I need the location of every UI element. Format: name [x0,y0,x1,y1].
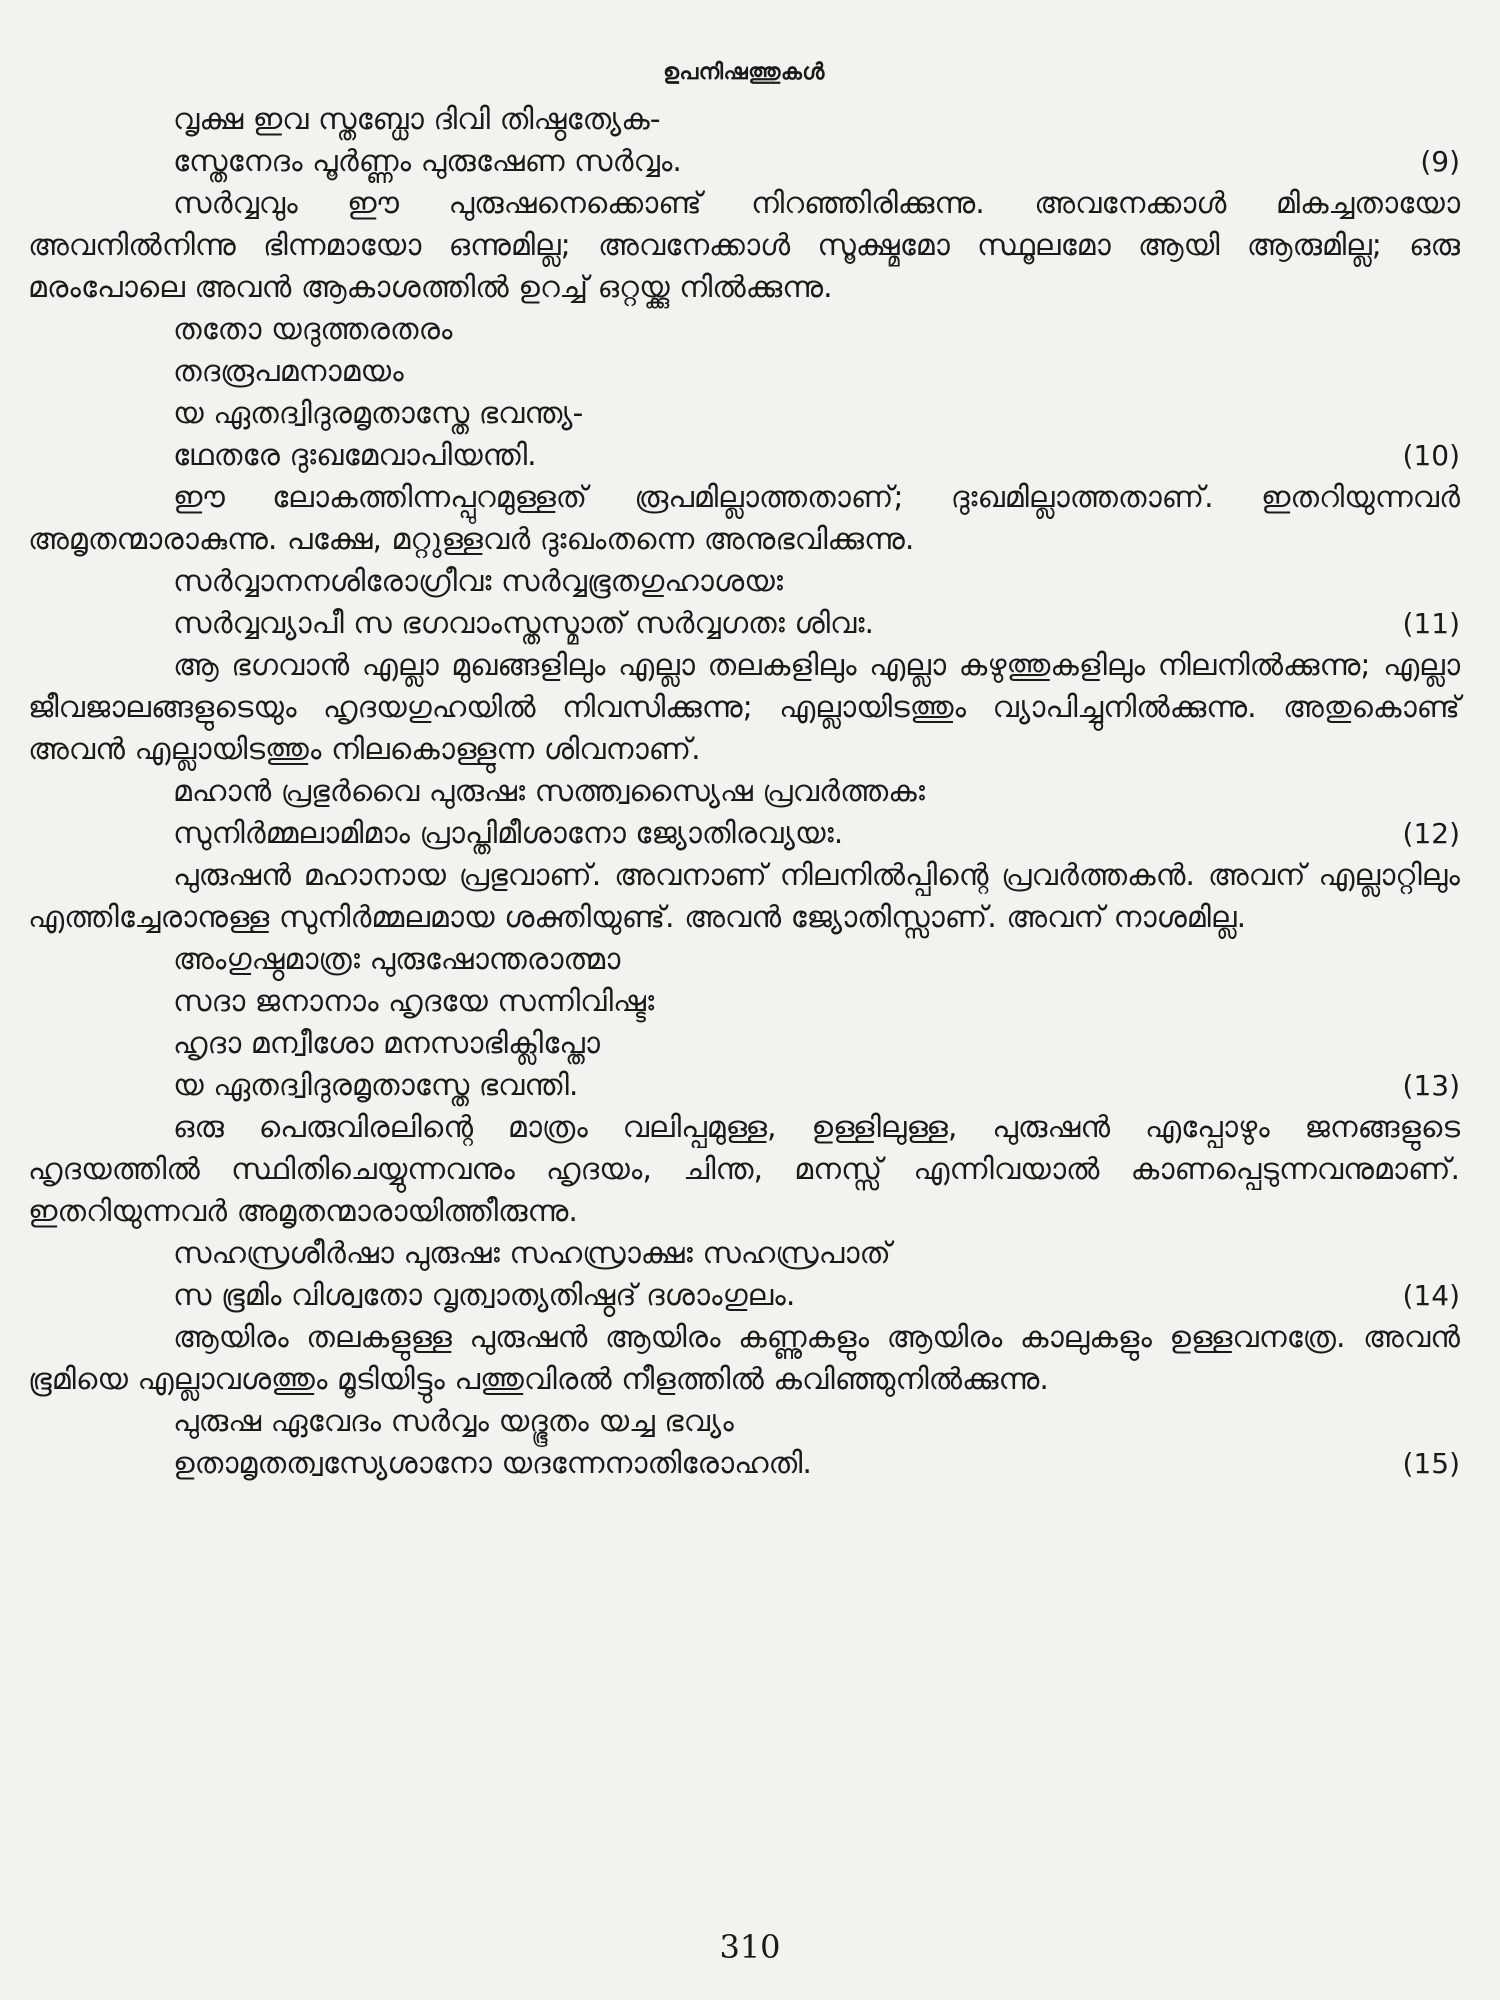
verse-line [28,1065,1460,1107]
verse-number: (10) [1402,439,1460,472]
verse-translation: ആയിരം തലകളുള്ള പുരുഷൻ ആയിരം കണ്ണുകളും ആയിരം കാലുകളും ഉള്ളവനത്രേ. അവൻ ഭൂമിയെ എല്ലാവശത്തും മൂടിയിട്ടും പത്തുവിരൽ നീളത്തിൽ കവിഞ്ഞുനിൽക്കുന്നു. [28,1320,1460,1397]
verse-line: തദരൂപമനാമയം [173,354,404,389]
verse-translation: സർവ്വവും ഈ പുരുഷനെക്കൊണ്ട് നിറഞ്ഞിരിക്കുന്നു. അവനേക്കാൾ മികച്ചതായോ അവനിൽനിന്നു ഭിന്നമായോ ഒന്നുമില്ല; അവനേക്കാൾ സൂക്ഷ്മമോ സ്ഥൂലമോ ആയി ആരുമില്ല; ഒരു മരംപോലെ അവൻ ആകാശത്തിൽ ഉറച്ച് ഒറ്റയ്ക്കു നിൽക്കുന്നു. [28,186,1460,305]
verse-block [28,771,1460,939]
verse-line: സർവ്വാനനശിരോഗ്രീവഃ സർവ്വഭൂതഗുഹാശയഃ [173,564,783,599]
verse-line: സദാ ജനാനാം ഹൃദയേ സന്നിവിഷ്ടഃ [173,984,655,1019]
running-head: ഉപനിഷത്തുകൾ [663,60,825,85]
verse-line: ഹൃദാ മന്വീശോ മനസാഭിക്ലിപ്തോ [173,1026,600,1061]
verse-number: (15) [1402,1447,1460,1480]
verse-translation: ഈ ലോകത്തിന്നപ്പുറമുള്ളത് രൂപമില്ലാത്തതാണ്; ദുഃഖമില്ലാത്തതാണ്. ഇതറിയുന്നവർ അമൃതന്മാരാകുന്നു. പക്ഷേ, മറ്റുള്ളവർ ദുഃഖംതന്നെ അനുഭവിക്കുന്നു. [28,480,1460,557]
verse-translation: ഒരു പെരുവിരലിന്റെ മാത്രം വലിപ്പമുള്ള, ഉള്ളിലുള്ള, പുരുഷൻ എപ്പോഴും ജനങ്ങളുടെ ഹൃദയത്തിൽ സ്ഥിതിചെയ്യുന്നവനും ഹൃദയം, ചിന്ത, മനസ്സ് എന്നിവയാൽ കാണപ്പെടുന്നവനുമാണ്. ഇതറിയുന്നവർ അമൃതന്മാരായിത്തീരുന്നു. [28,1110,1460,1229]
verse-line: മഹാൻ പ്രഭുർവൈ പുരുഷഃ സത്ത്വസ്യൈഷ പ്രവർത്തകഃ [173,774,925,809]
verse-number: (13) [1402,1069,1460,1102]
verse-text: ഉതാമൃതത്വസ്യേശാനോ യദന്നേനാതിരോഹതി. [173,1446,812,1481]
verse-line [28,435,1460,477]
verse-line: സഹസ്രശീർഷാ പുരുഷഃ സഹസ്രാക്ഷഃ സഹസ്രപാത് [173,1236,891,1271]
page-number: 310 [719,1928,781,1966]
verse-line: തതോ യദുത്തരതരം [173,312,453,347]
verse-line [28,813,1460,855]
verse-block [28,561,1460,771]
verse-line [28,603,1460,645]
verse-line [28,1275,1460,1317]
verse-block [28,1401,1460,1485]
verse-line: വൃക്ഷ ഇവ സ്തബ്ധോ ദിവി തിഷ്ഠത്യേക- [173,102,661,137]
verse-line: യ ഏതദ്വിദുരമൃതാസ്തേ ഭവന്ത്യ- [173,396,584,431]
verse-block [28,939,1460,1233]
verse-block [28,309,1460,561]
verse-number: (9) [1420,145,1460,178]
verse-line: അംഗുഷ്ഠമാത്രഃ പുരുഷോന്തരാത്മാ [173,942,621,977]
verse-text: യ ഏതദ്വിദുരമൃതാസ്തേ ഭവന്തി. [173,1068,579,1103]
verse-number: (11) [1402,607,1460,640]
verse-text: സർവ്വവ്യാപീ സ ഭഗവാംസ്തസ്മാത് സർവ്വഗതഃ ശിവഃ. [173,606,875,641]
verse-text: സ ഭൂമിം വിശ്വതോ വൃത്വാത്യതിഷ്ഠദ് ദശാംഗുലം. [173,1278,796,1313]
verse-number: (12) [1402,817,1460,850]
verse-block [28,1233,1460,1401]
verse-number: (14) [1402,1279,1460,1312]
verse-line [28,141,1460,183]
verse-translation: പുരുഷൻ മഹാനായ പ്രഭുവാണ്. അവനാണ് നിലനിൽപ്പിന്റെ പ്രവർത്തകൻ. അവന് എല്ലാറ്റിലും എത്തിച്ചേരാനുള്ള സുനിർമ്മലമായ ശക്തിയുണ്ട്. അവൻ ജ്യോതിസ്സാണ്. അവന് നാശമില്ല. [28,858,1460,935]
verse-line [28,1443,1460,1485]
verse-text: സുനിർമ്മലാമിമാം പ്രാപ്തിമീശാനോ ജ്യോതിരവ്യയഃ. [173,816,844,851]
verse-line: പുരുഷ ഏവേദം സർവ്വം യദ്ഭൂതം യച്ച ഭവ്യം [173,1404,734,1439]
verse-text: സ്തേനേദം പൂർണ്ണം പുരുഷേണ സർവ്വം. [173,144,682,179]
verse-block [28,99,1460,309]
verse-translation: ആ ഭഗവാൻ എല്ലാ മുഖങ്ങളിലും എല്ലാ തലകളിലും എല്ലാ കഴുത്തുകളിലും നിലനിൽക്കുന്നു; എല്ലാ ജീവജാലങ്ങളുടെയും ഹൃദയഗുഹയിൽ നിവസിക്കുന്നു; എല്ലായിടത്തും വ്യാപിച്ചുനിൽക്കുന്നു. അതുകൊണ്ട് അവൻ എല്ലായിടത്തും നിലകൊള്ളുന്ന ശിവനാണ്. [28,648,1460,767]
verse-text: ഥേതരേ ദുഃഖമേവാപിയന്തി. [173,438,537,473]
